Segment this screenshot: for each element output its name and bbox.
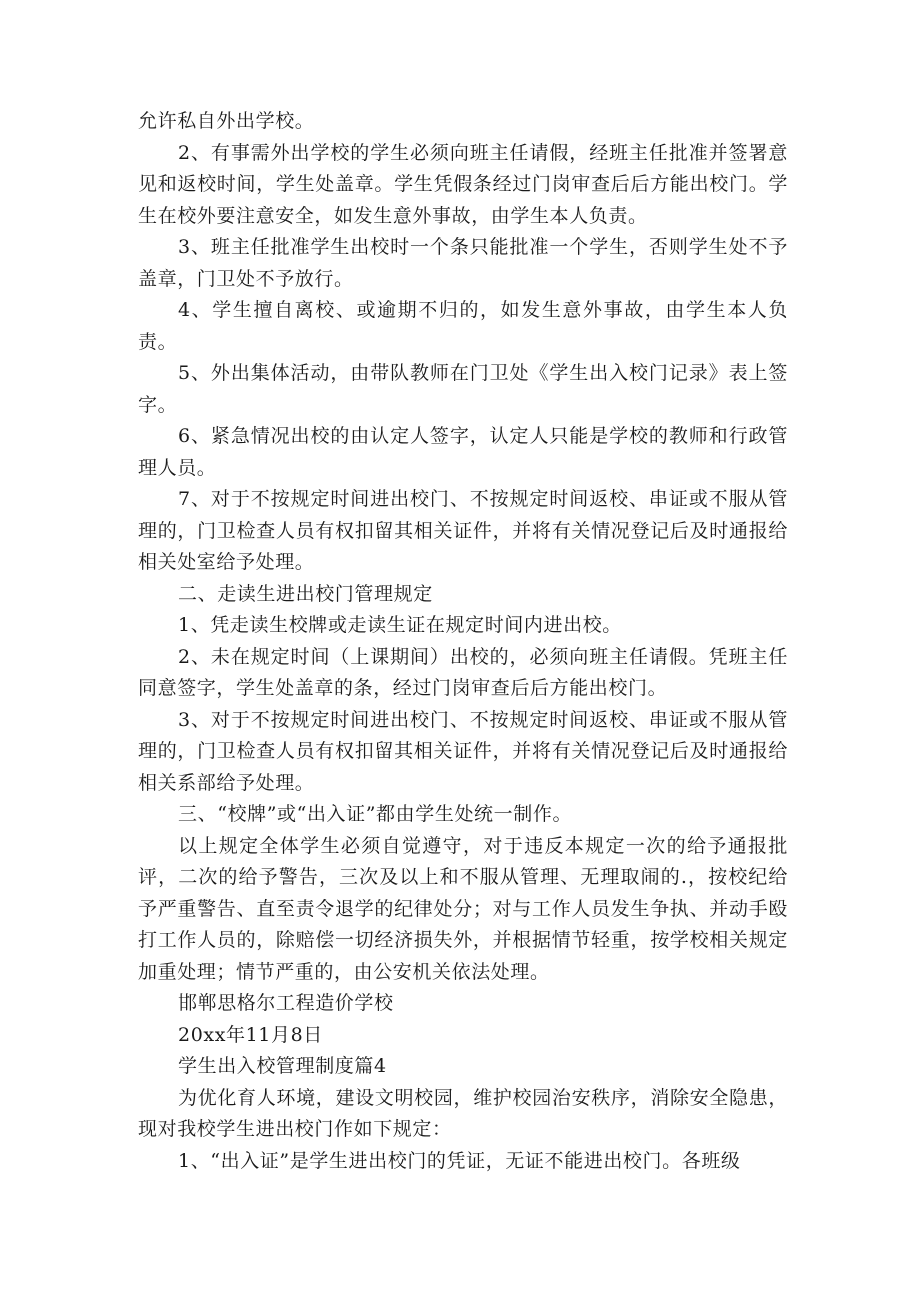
paragraph-6: 6、紧急情况出校的由认定人签字，认定人只能是学校的教师和行政管理人员。 <box>138 425 788 479</box>
paragraph-5: 5、外出集体活动，由带队教师在门卫处《学生出入校门记录》表上签字。 <box>138 362 788 416</box>
section-heading-2: 二、走读生进出校门管理规定 <box>178 582 433 605</box>
paragraph-17: 为优化育人环境，建设文明校园，维护校园治安秩序，消除安全隐患，现对我校学生进出校门作如下规定： <box>138 1086 788 1140</box>
school-name: 邯郸思格尔工程造价学校 <box>178 992 394 1014</box>
paragraph-9: 1、凭走读生校牌或走读生证在规定时间内进出校。 <box>178 614 622 636</box>
paragraph-10: 2、未在规定时间（上课期间）出校的，必须向班主任请假。凭班主任同意签字，学生处盖章的条，经过门岗审查后后方能出校门。 <box>138 645 788 699</box>
paragraph-18: 1、“出入证”是学生进出校门的凭证，无证不能进出校门。各班级 <box>178 1149 741 1172</box>
paragraph-1: 允许私自外出学校。 <box>138 110 315 132</box>
document-date: 20xx年11月8日 <box>178 1023 323 1046</box>
paragraph-4: 4、学生擅自离校、或逾期不归的，如发生意外事故，由学生本人负责。 <box>138 299 788 353</box>
paragraph-7: 7、对于不按规定时间进出校门、不按规定时间返校、串证或不服从管理的，门卫检查人员有权扣留其相关证件，并将有关情况登记后及时通报给相关处室给予处理。 <box>138 488 788 573</box>
document-body <box>138 106 788 1177</box>
article-title: 学生出入校管理制度篇4 <box>178 1055 387 1077</box>
section-heading-3: 三、“校牌”或“出入证”都由学生处统一制作。 <box>178 803 573 825</box>
paragraph-13: 以上规定全体学生必须自觉遵守，对于违反本规定一次的给予通报批评，二次的给予警告，三次及以上和不服从管理、无理取闹的.，按校纪给予严重警告、直至责令退学的纪律处分；对与工作人员发生争执、并动手殴打工作人员的，除赔偿一切经济损失外，并根据情节轻重，按学校相关规定加重处理；情节严重的，由公安机关依法处理。 <box>138 834 788 983</box>
paragraph-11: 3、对于不按规定时间进出校门、不按规定时间返校、串证或不服从管理的，门卫检查人员有权扣留其相关证件，并将有关情况登记后及时通报给相关系部给予处理。 <box>138 708 788 794</box>
paragraph-2: 2、有事需外出学校的学生必须向班主任请假，经班主任批准并签署意见和返校时间，学生处盖章。学生凭假条经过门岗审查后后方能出校门。学生在校外要注意安全，如发生意外事故，由学生本人负责。 <box>138 141 788 227</box>
paragraph-3: 3、班主任批准学生出校时一个条只能批准一个学生，否则学生处不予盖章，门卫处不予放行。 <box>138 236 788 290</box>
